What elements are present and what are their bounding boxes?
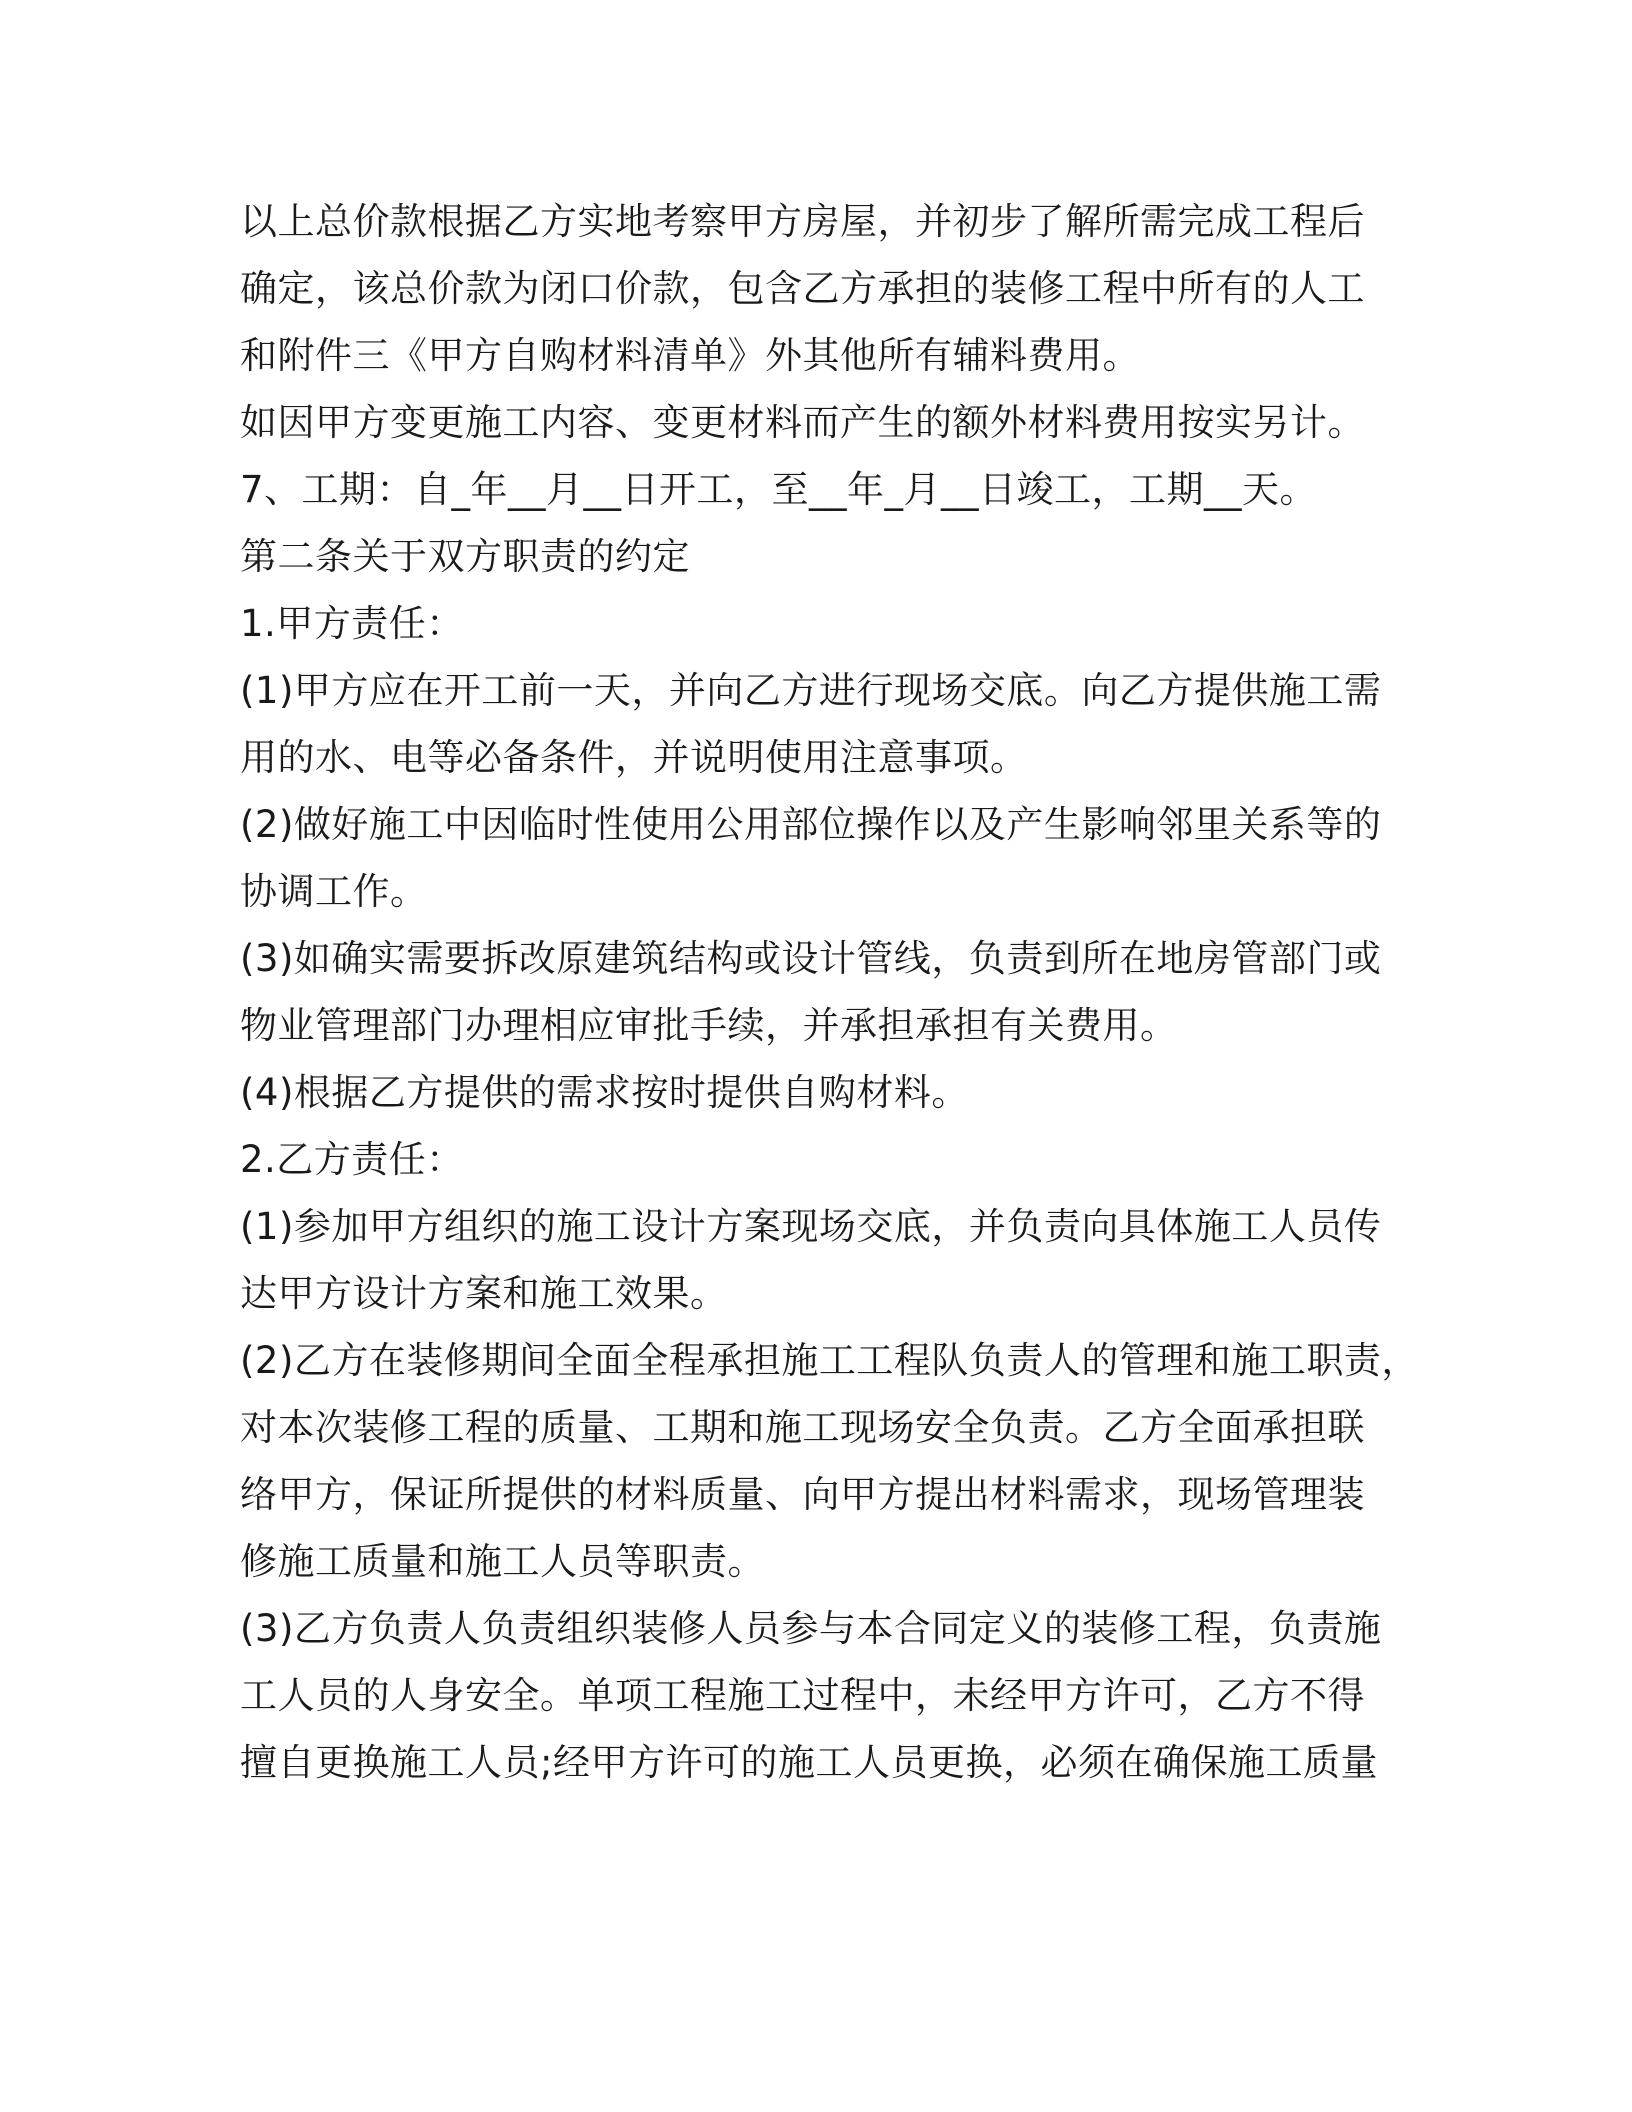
section-heading: 第二条关于双方职责的约定 (240, 535, 690, 578)
paragraph-line: 对本次装修工程的质量、工期和施工现场安全负责。乙方全面承担联 (240, 1406, 1365, 1449)
paragraph-line: 擅自更换施工人员;经甲方许可的施工人员更换，必须在确保施工质量 (240, 1741, 1378, 1784)
paragraph-line: (2)乙方在装修期间全面全程承担施工工程队负责人的管理和施工职责， (240, 1339, 1419, 1382)
paragraph-line: 以上总价款根据乙方实地考察甲方房屋，并初步了解所需完成工程后 (240, 200, 1365, 243)
paragraph-line: 用的水、电等必备条件，并说明使用注意事项。 (240, 736, 1028, 779)
party-a-heading: 1.甲方责任： (240, 602, 464, 645)
paragraph-line: (1)甲方应在开工前一天，并向乙方进行现场交底。向乙方提供施工需 (240, 669, 1382, 712)
paragraph-line: 如因甲方变更施工内容、变更材料而产生的额外材料费用按实另计。 (240, 401, 1365, 444)
paragraph-line: (1)参加甲方组织的施工设计方案现场交底，并负责向具体施工人员传 (240, 1205, 1382, 1248)
schedule-line: 7、工期：自_年__月__日开工，至__年_月__日竣工，工期__天。 (240, 468, 1318, 511)
paragraph-line: (3)乙方负责人负责组织装修人员参与本合同定义的装修工程，负责施 (240, 1607, 1382, 1650)
paragraph-line: 修施工质量和施工人员等职责。 (240, 1540, 765, 1583)
paragraph-line: 和附件三《甲方自购材料清单》外其他所有辅料费用。 (240, 334, 1140, 377)
paragraph-line: (3)如确实需要拆改原建筑结构或设计管线，负责到所在地房管部门或 (240, 937, 1382, 980)
paragraph-line: (4)根据乙方提供的需求按时提供自购材料。 (240, 1071, 969, 1114)
party-b-heading: 2.乙方责任： (240, 1138, 464, 1181)
paragraph-line: (2)做好施工中因临时性使用公用部位操作以及产生影响邻里关系等的 (240, 803, 1382, 846)
paragraph-line: 络甲方，保证所提供的材料质量、向甲方提出材料需求，现场管理装 (240, 1473, 1365, 1516)
paragraph-line: 协调工作。 (240, 870, 428, 913)
paragraph-line: 确定，该总价款为闭口价款，包含乙方承担的装修工程中所有的人工 (240, 267, 1365, 310)
paragraph-line: 工人员的人身安全。单项工程施工过程中，未经甲方许可，乙方不得 (240, 1674, 1365, 1717)
paragraph-line: 物业管理部门办理相应审批手续，并承担承担有关费用。 (240, 1004, 1178, 1047)
paragraph-line: 达甲方设计方案和施工效果。 (240, 1272, 728, 1315)
document-body (240, 188, 1419, 1796)
